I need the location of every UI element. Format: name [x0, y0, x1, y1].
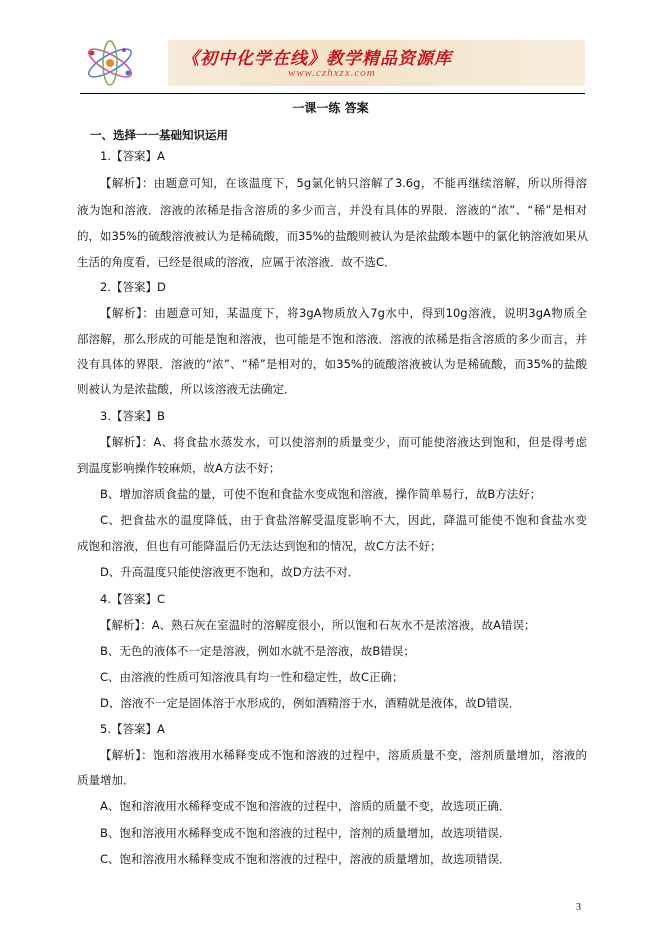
- explanation-line: D、溶液不一定是固体溶于水形成的，例如酒精溶于水，酒精就是液体，故D错误．: [100, 696, 521, 710]
- explanation-line: 【解析】：A、熟石灰在室温时的溶解度很小，所以饱和石灰水不是浓溶液，故A错误；: [100, 618, 536, 632]
- explanation-line: D、升高温度只能使溶液更不饱和，故D方法不对．: [100, 565, 360, 579]
- page-number: 3: [576, 902, 581, 913]
- explanation-line: B、无色的液体不一定是溶液，例如水就不是溶液，故B错误；: [100, 644, 415, 658]
- page-title: 一课一练 答案: [292, 101, 369, 115]
- explanation-line: 成饱和溶液，但也有可能降温后仍无法达到饱和的情况，故C方法不好；: [77, 539, 442, 553]
- explanation-line: 【解析】：由题意可知，某温度下，将3gA物质放入7g水中，得到10g溶液，说明3gA物质全: [100, 306, 587, 320]
- explanation-line: C、饱和溶液用水稀释变成不饱和溶液的过程中，溶液的质量增加，故选项错误．: [100, 852, 511, 866]
- explanation-line: 的，如35%的硫酸溶液被认为是稀硫酸，而35%的盐酸则被认为是浓盐酸本题中的氯化钠溶液如果从: [77, 229, 589, 243]
- header-divider: [80, 93, 585, 94]
- explanation-line: 【解析】：饱和溶液用水稀释变成不饱和溶液的过程中，溶质质量不变，溶剂质量增加，溶液的: [100, 748, 587, 762]
- answer-heading-3: 3.【答案】B: [100, 409, 165, 423]
- answer-heading-2: 2.【答案】D: [100, 280, 166, 294]
- banner-title: 《初中化学在线》教学精品资源库: [182, 49, 452, 69]
- explanation-line: 液为饱和溶液．溶液的浓稀是指含溶质的多少而言，并没有具体的界限．溶液的“浓”、“稀”是相对: [77, 203, 587, 217]
- explanation-line: 【解析】：由题意可知，在该温度下，5g氯化钠只溶解了3.6g，不能再继续溶解，所以所得溶: [100, 176, 587, 190]
- page-header: [80, 40, 585, 90]
- explanation-line: C、由溶液的性质可知溶液具有均一性和稳定性，故C正确；: [100, 670, 404, 684]
- header-banner: [168, 40, 585, 86]
- explanation-line: B、饱和溶液用水稀释变成不饱和溶液的过程中，溶剂的质量增加，故选项错误．: [100, 826, 511, 840]
- explanation-line: 到温度影响操作较麻烦，故A方法不好；: [77, 461, 281, 475]
- explanation-line: A、饱和溶液用水稀释变成不饱和溶液的过程中，溶质的质量不变，故选项正确．: [100, 799, 511, 813]
- answer-heading-1: 1.【答案】A: [100, 149, 165, 163]
- atom-molecule-logo-icon: [80, 40, 140, 86]
- explanation-line: C、把食盐水的温度降低，由于食盐溶解受温度影响不大，因此，降温可能使不饱和食盐水变: [100, 513, 587, 527]
- explanation-line: 则被认为是浓盐酸，所以该溶液无法确定．: [77, 382, 296, 396]
- section-heading: 一、选择一一基础知识运用: [90, 128, 228, 142]
- explanation-line: 【解析】：A、将食盐水蒸发水，可以使溶剂的质量变少，而可能使溶液达到饱和，但是得考虑: [100, 435, 587, 449]
- explanation-line: B、增加溶质食盐的量，可使不饱和食盐水变成饱和溶液，操作简单易行，故B方法好；: [100, 487, 542, 501]
- explanation-line: 没有具体的界限．溶液的“浓”、“稀”是相对的，如35%的硫酸溶液被认为是稀硫酸，而35%的盐酸: [77, 357, 587, 371]
- explanation-line: 部溶解，那么形成的可能是饱和溶液，也可能是不饱和溶液．溶液的浓稀是指含溶质的多少而言，并: [77, 332, 587, 346]
- answer-heading-4: 4.【答案】C: [100, 592, 166, 606]
- explanation-line: 质量增加．: [77, 773, 135, 787]
- answer-heading-5: 5.【答案】A: [100, 722, 165, 736]
- banner-url[interactable]: www.czhxzx.com: [288, 67, 376, 79]
- explanation-line: 生活的角度看，已经是很咸的溶液，应属于浓溶液．故不选C．: [77, 255, 396, 269]
